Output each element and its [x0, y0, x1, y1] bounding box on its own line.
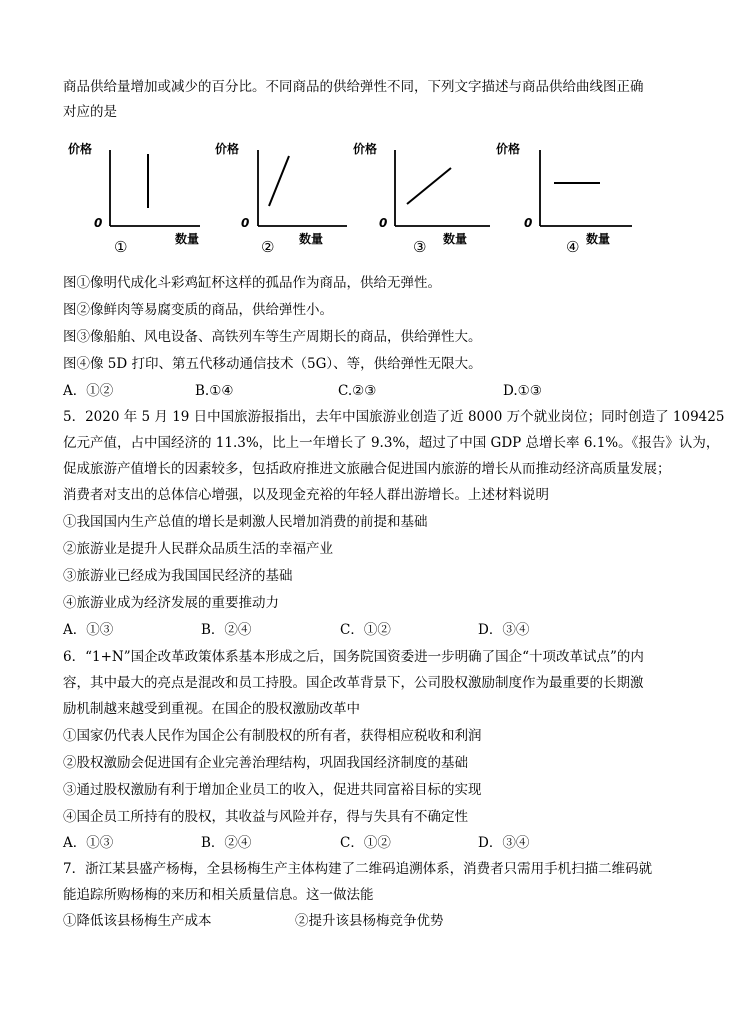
- graph-2-supply-curve: [269, 156, 289, 206]
- q6-option-d[interactable]: D．③④: [478, 835, 530, 851]
- q5-option-b[interactable]: B．②④: [201, 622, 252, 638]
- q4-options: [63, 382, 683, 400]
- graph-4-number: ④: [566, 238, 580, 256]
- q4-option-c[interactable]: C.②③: [338, 383, 377, 399]
- graph-1-y-label: 价格: [68, 142, 93, 156]
- graph-3-origin: 0: [379, 216, 388, 230]
- supply-curve-figures: [68, 140, 640, 258]
- graph-2: [215, 140, 365, 258]
- graph-1-origin: 0: [94, 216, 103, 230]
- q6-statement-1: ①国家仍代表人民作为国企公有制股权的所有者，获得相应税收和利润: [63, 728, 482, 744]
- graph-4-origin: 0: [524, 216, 533, 230]
- q4-statement-3: 图③像船舶、风电设备、高铁列车等生产周期长的商品，供给弹性大。: [63, 329, 482, 345]
- q7-stem-line-1: 7．浙江某县盛产杨梅，全县杨梅生产主体构建了二维码追溯体系，消费者只需用手机扫描二维码就: [63, 861, 653, 877]
- graph-3-number: ③: [413, 238, 427, 256]
- q7-statement-2: ②提升该县杨梅竞争优势: [295, 913, 444, 929]
- graph-4-y-label: 价格: [496, 142, 521, 156]
- graph-2-x-label: 数量: [299, 232, 324, 246]
- q5-stem-line-1: 5．2020 年 5 月 19 日中国旅游报指出，去年中国旅游业创造了近 8000 万个就业岗位；同时创造了 109425: [63, 409, 725, 425]
- q6-statement-3: ③通过股权激励有利于增加企业员工的收入，促进共同富裕目标的实现: [63, 782, 482, 798]
- q5-options: [63, 621, 683, 639]
- q5-statement-2: ②旅游业是提升人民群众品质生活的幸福产业: [63, 541, 333, 557]
- graph-3-supply-curve: [407, 168, 451, 204]
- intro-line-2: 对应的是: [63, 104, 117, 120]
- graph-2-number: ②: [261, 238, 275, 256]
- q5-option-c[interactable]: C．①②: [340, 622, 391, 638]
- graph-4-axes: [510, 140, 650, 258]
- graph-3-y-label: 价格: [353, 142, 378, 156]
- q6-statement-4: ④国企员工所持有的股权，其收益与风险并存，得与失具有不确定性: [63, 809, 468, 825]
- q6-option-c[interactable]: C．①②: [340, 835, 391, 851]
- q6-option-b[interactable]: B．②④: [201, 835, 252, 851]
- q6-stem-line-1: 6．“1+N”国企改革政策体系基本形成之后，国务院国资委进一步明确了国企“十项改革试点”的内: [63, 649, 644, 665]
- q6-statement-2: ②股权激励会促进国有企业完善治理结构，巩固我国经济制度的基础: [63, 755, 468, 771]
- q5-statement-4: ④旅游业成为经济发展的重要推动力: [63, 595, 279, 611]
- q7-stem-line-2: 能追踪所购杨梅的来历和相关质量信息。这一做法能: [63, 887, 374, 903]
- graph-2-y-label: 价格: [215, 142, 240, 156]
- q5-stem-line-3: 促成旅游产值增长的因素较多，包括政府推进文旅融合促进国内旅游的增长从而推动经济高质量发展；: [63, 461, 671, 477]
- graph-1-x-label: 数量: [175, 232, 200, 246]
- graph-3: [353, 140, 505, 258]
- q6-stem-line-2: 容，其中最大的亮点是混改和员工持股。国企改革背景下，公司股权激励制度作为最重要的长期激: [63, 675, 644, 691]
- q6-stem-line-3: 励机制越来越受到重视。在国企的股权激励改革中: [63, 701, 360, 717]
- q5-statement-1: ①我国国内生产总值的增长是刺激人民增加消费的前提和基础: [63, 514, 428, 530]
- graph-3-axes: [365, 140, 505, 258]
- graph-4-x-label: 数量: [586, 232, 611, 246]
- q4-option-d[interactable]: D.①③: [503, 383, 542, 399]
- graph-2-origin: 0: [241, 216, 250, 230]
- q6-options: [63, 834, 683, 852]
- intro-line-1: 商品供给量增加或减少的百分比。不同商品的供给弹性不同，下列文字描述与商品供给曲线图正确: [63, 79, 644, 95]
- q4-statement-1: 图①像明代成化斗彩鸡缸杯这样的孤品作为商品，供给无弹性。: [63, 275, 441, 291]
- graph-4: [496, 140, 650, 258]
- q4-option-a[interactable]: A．①②: [63, 383, 114, 399]
- graph-1: [68, 140, 220, 258]
- graph-2-axes: [225, 140, 365, 258]
- q5-option-d[interactable]: D．③④: [478, 622, 530, 638]
- q5-stem-line-2: 亿元产值，占中国经济的 11.3%，比上一年增长了 9.3%，超过了中国 GDP 总增长率 6.1%。《报告》认为，: [63, 435, 720, 451]
- q6-option-a[interactable]: A．①③: [63, 835, 114, 851]
- q5-stem-line-4: 消费者对支出的总体信心增强，以及现金充裕的年轻人群出游增长。上述材料说明: [63, 487, 549, 503]
- q4-statement-2: 图②像鲜肉等易腐变质的商品，供给弹性小。: [63, 302, 333, 318]
- graph-1-number: ①: [114, 238, 128, 256]
- q4-statement-4: 图④像 5D 打印、第五代移动通信技术（5G）、等，供给弹性无限大。: [63, 356, 482, 372]
- q7-statements: [63, 912, 683, 930]
- q5-option-a[interactable]: A．①③: [63, 622, 114, 638]
- q7-statement-1: ①降低该县杨梅生产成本: [63, 913, 212, 929]
- q4-option-b[interactable]: B.①④: [195, 383, 234, 399]
- graph-3-x-label: 数量: [443, 232, 468, 246]
- q5-statement-3: ③旅游业已经成为我国国民经济的基础: [63, 568, 293, 584]
